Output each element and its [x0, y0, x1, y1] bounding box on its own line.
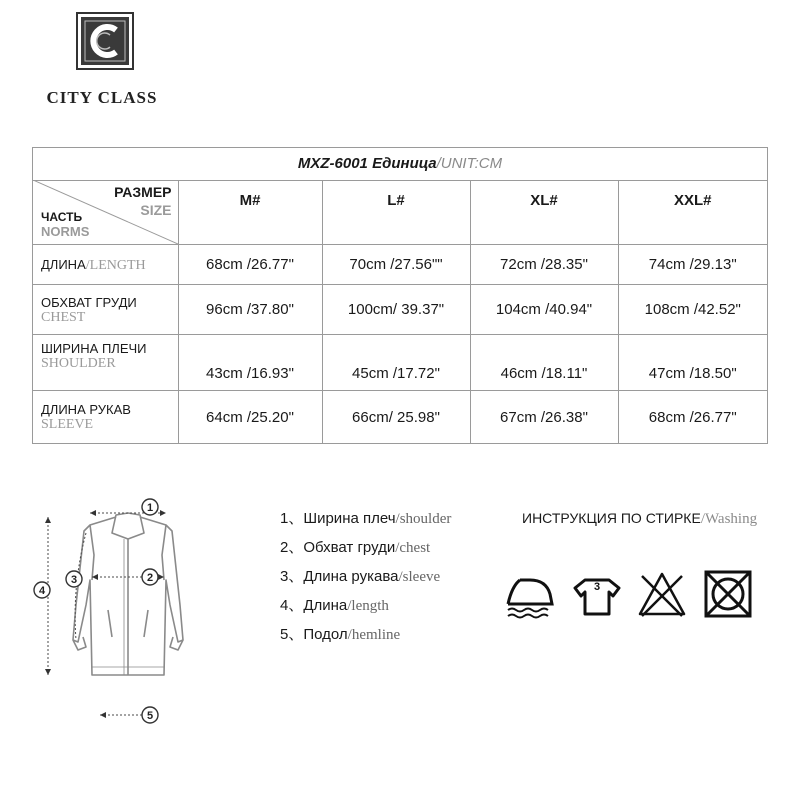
- table-title: [33, 148, 767, 181]
- table-cell: 47cm /18.50": [618, 335, 767, 391]
- marker-3: [66, 571, 82, 587]
- corner-size-ru: РАЗМЕР: [114, 184, 172, 200]
- row-label-sleeve: ДЛИНА РУКАВ SLEEVE: [33, 391, 178, 444]
- iron-icon: [504, 568, 556, 620]
- brand-logo: [16, 12, 188, 107]
- table-row-chest: [33, 285, 767, 335]
- corner-size-en: SIZE: [140, 202, 172, 218]
- svg-text:3: 3: [593, 581, 601, 593]
- table-cell: 70cm /27.56"": [322, 245, 470, 285]
- table-cell: 64cm /25.20": [178, 391, 322, 444]
- table-cell: 46cm /18.11": [470, 335, 618, 391]
- legend-item-hemline: 5、Подол/hemline: [280, 626, 401, 643]
- table-cell: 100cm/ 39.37": [322, 285, 470, 335]
- table-row-length: [33, 245, 767, 285]
- table-cell: 108cm /42.52": [618, 285, 767, 335]
- legend-item-sleeve: 3、Длина рукава/sleeve: [280, 568, 441, 585]
- table-cell: 43cm /16.93": [178, 335, 322, 391]
- table-cell: 72cm /28.35": [470, 245, 618, 285]
- row-label-length: ДЛИНА/LENGTH: [33, 245, 178, 285]
- washing-instructions-title: ИНСТРУКЦИЯ ПО СТИРКЕ/Washing: [522, 510, 758, 527]
- header-row: [33, 180, 767, 245]
- svg-text:3: 3: [70, 574, 78, 586]
- table-cell: 96cm /37.80": [178, 285, 322, 335]
- marker-2: [142, 569, 158, 585]
- table-cell: 66cm/ 25.98": [322, 391, 470, 444]
- size-header-l: L#: [322, 180, 470, 245]
- legend-item-chest: 2、Обхват груди/chest: [280, 539, 431, 556]
- table-row-shoulder: [33, 335, 767, 391]
- svg-text:1: 1: [146, 502, 154, 514]
- jacket-measurement-diagram: [28, 495, 228, 725]
- size-grid: [33, 180, 767, 444]
- table-row-sleeve: [33, 391, 767, 444]
- table-title-unit: /UNIT:CM: [436, 155, 503, 172]
- size-header-xl: XL#: [470, 180, 618, 245]
- table-cell: 67cm /26.38": [470, 391, 618, 444]
- no-bleach-icon: [636, 568, 688, 620]
- no-tumble-dry-icon: [702, 568, 754, 620]
- corner-cell: [33, 180, 178, 245]
- marker-4: [34, 582, 50, 598]
- table-cell: 68cm /26.77": [618, 391, 767, 444]
- size-chart-table: [32, 147, 768, 444]
- table-cell: 74cm /29.13": [618, 245, 767, 285]
- marker-1: [142, 499, 158, 515]
- city-class-logo-icon: [76, 12, 134, 70]
- hang-dry-icon: [571, 568, 623, 620]
- measurement-legend: [280, 507, 451, 652]
- size-header-m: M#: [178, 180, 322, 245]
- table-cell: 68cm /26.77": [178, 245, 322, 285]
- table-title-main: MXZ-6001 Единица: [297, 155, 437, 172]
- table-cell: 45cm /17.72": [322, 335, 470, 391]
- svg-text:4: 4: [38, 585, 46, 597]
- legend-item-length: 4、Длина/length: [280, 597, 389, 614]
- size-header-xxl: XXL#: [618, 180, 767, 245]
- corner-part-ru: ЧАСТЬ: [41, 210, 83, 224]
- svg-text:2: 2: [146, 572, 154, 584]
- table-cell: 104cm /40.94": [470, 285, 618, 335]
- row-label-shoulder: ШИРИНА ПЛЕЧИ SHOULDER: [33, 335, 178, 391]
- marker-5: [142, 707, 158, 723]
- corner-part-en: NORMS: [41, 224, 90, 239]
- svg-text:5: 5: [146, 710, 154, 722]
- row-label-chest: ОБХВАТ ГРУДИ CHEST: [33, 285, 178, 335]
- brand-name: CITY CLASS: [46, 88, 158, 107]
- legend-item-shoulder: 1、Ширина плеч/shoulder: [280, 510, 452, 527]
